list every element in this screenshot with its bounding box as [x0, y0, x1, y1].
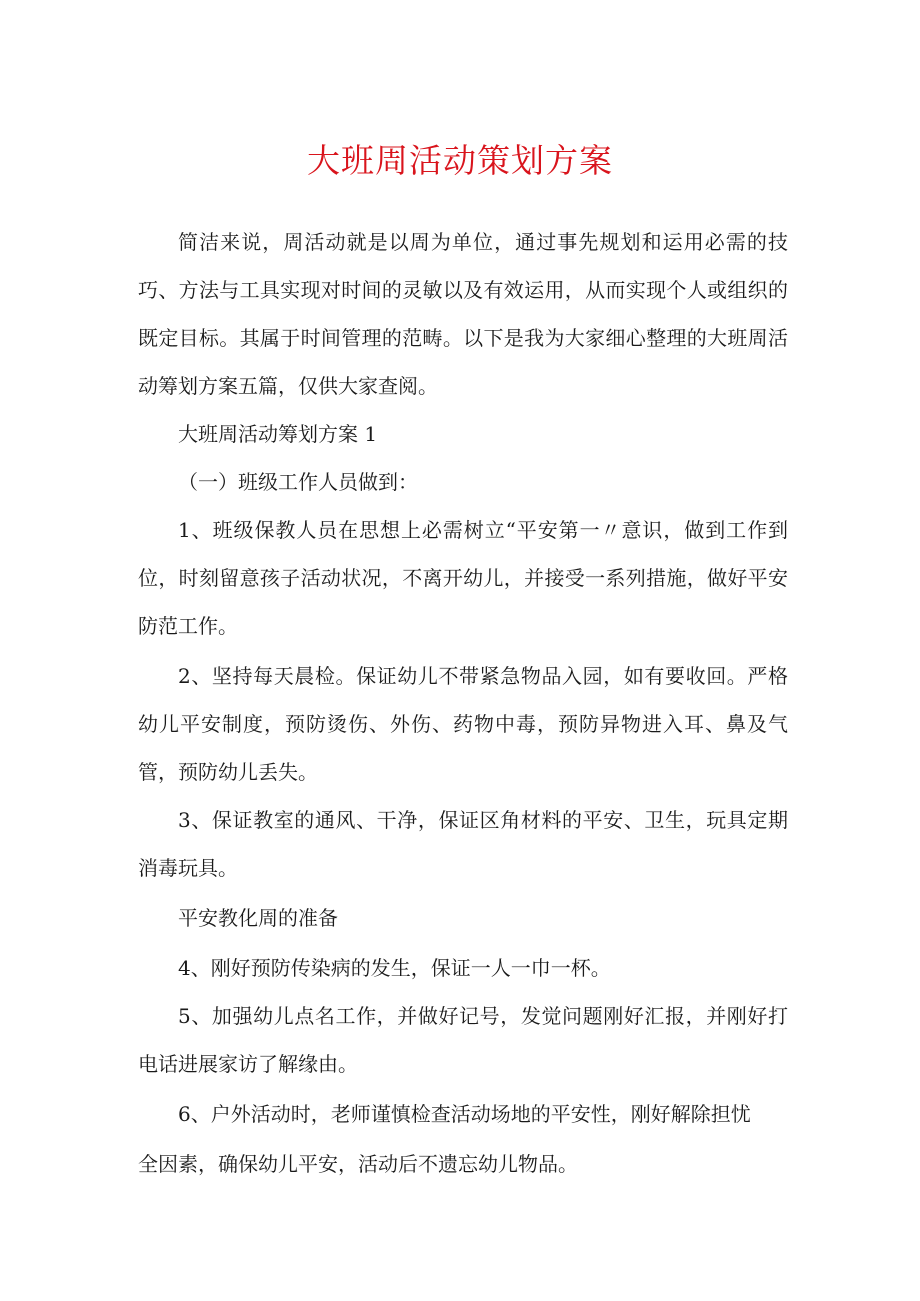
section-heading: 大班周活动筹划方案 1 [178, 422, 378, 446]
item-6-line-2: 全因素，确保幼儿平安，活动后不遗忘幼儿物品。 [138, 1152, 578, 1176]
item-4-paragraph: 4、刚好预防传染病的发生，保证一人一巾一杯。 [178, 956, 611, 980]
item-2-paragraph: 2、坚持每天晨检。保证幼儿不带紧急物品入园，如有要收回。严格幼儿平安制度，预防烫伤、外伤、药物中毒，预防异物进入耳、鼻及气管，预防幼儿丢失。 [138, 664, 788, 784]
week-prep-heading: 平安教化周的准备 [178, 906, 338, 930]
item-1-paragraph: 1、班级保教人员在思想上必需树立“平安第一〃意识，做到工作到位，时刻留意孩子活动状况，不离开幼儿，并接受一系列措施，做好平安防范工作。 [138, 518, 788, 638]
item-6-line-1: 6、户外活动时，老师谨慎检查活动场地的平安性，刚好解除担忧 [178, 1102, 751, 1126]
document-title: 大班周活动策划方案 [307, 141, 613, 180]
subheading: （一）班级工作人员做到： [178, 470, 418, 494]
intro-paragraph: 简洁来说，周活动就是以周为单位，通过事先规划和运用必需的技巧、方法与工具实现对时间的灵敏以及有效运用，从而实现个人或组织的既定目标。其属于时间管理的范畴。以下是我为大家细心整理的大班周活动筹划方案五篇，仅供大家查阅。 [138, 230, 788, 398]
item-3-paragraph: 3、保证教室的通风、干净，保证区角材料的平安、卫生，玩具定期消毒玩具。 [138, 808, 788, 880]
item-5-paragraph: 5、加强幼儿点名工作，并做好记号，发觉问题刚好汇报，并刚好打电话进展家访了解缘由。 [138, 1004, 788, 1076]
